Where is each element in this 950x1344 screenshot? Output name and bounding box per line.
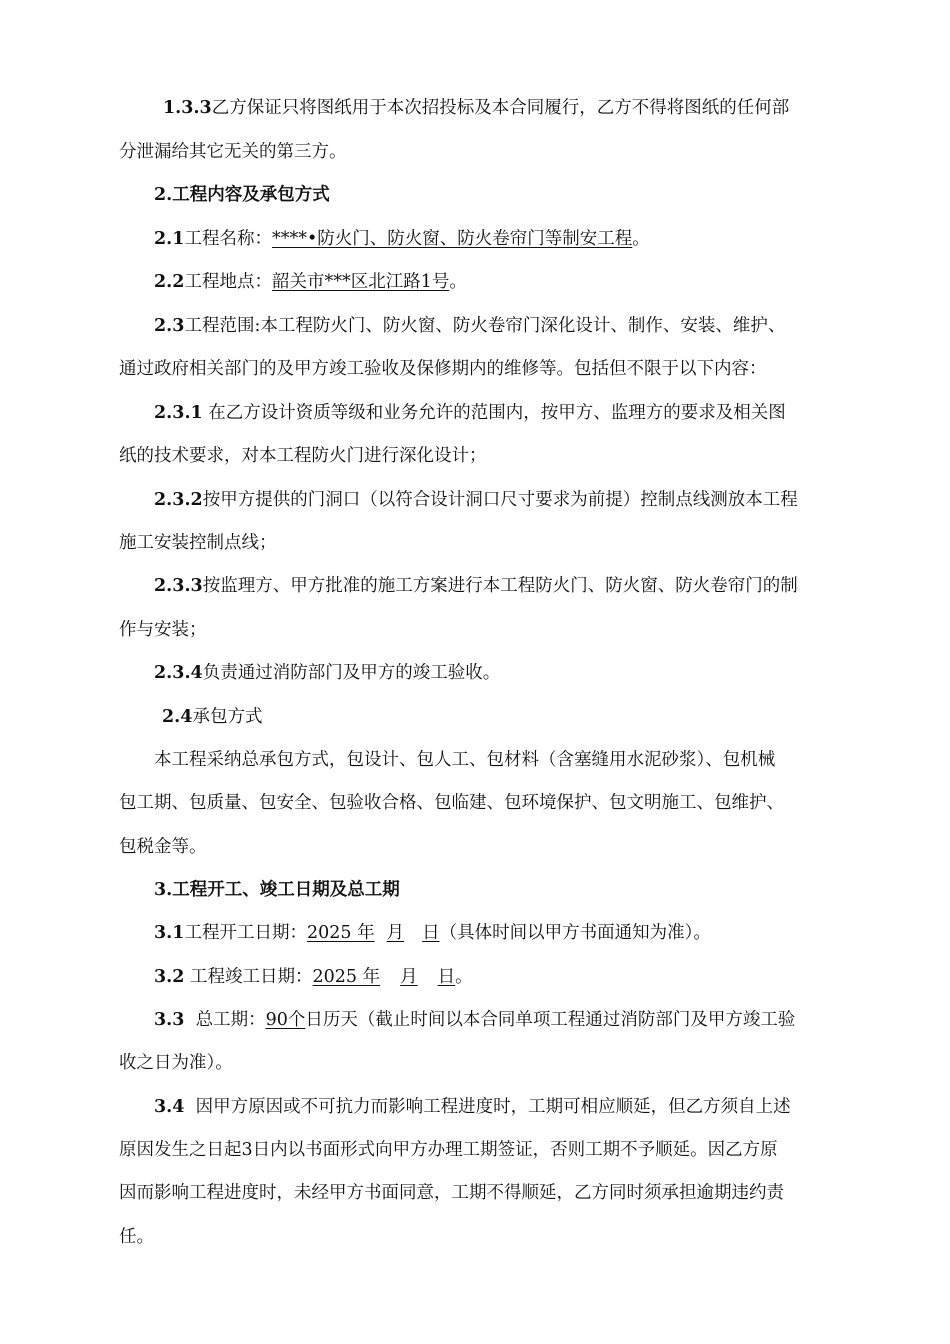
field-label: 工程地点： [184,272,272,292]
clause-3-3-line-1 [154,1010,795,1031]
clause-text: 按监理方、甲方批准的施工方案进行本工程防火门、防火窗、防火卷帘门的制 [202,576,798,596]
clause-number: 3.2 [154,967,185,987]
clause-3-4-line-4: 任。 [119,1227,154,1247]
clause-2-4 [162,707,262,728]
clause-text: 工程范围:本工程防火门、防火窗、防火卷帘门深化设计、制作、安装、维护、 [184,316,786,336]
clause-2-2 [154,272,467,293]
year-unit: 年 [357,923,375,943]
clause-number: 1.3.3 [163,98,212,118]
clause-2-3-1-line-2 [119,446,487,467]
clause-number: 2.1 [154,229,185,249]
clause-2-3-3-line-2 [119,620,207,641]
clause-2-1 [154,229,650,250]
clause-text: 按甲方提供的门洞口（以符合设计洞口尺寸要求为前提）控制点线测放本工程 [202,490,798,510]
clause-number: 2.3.2 [154,490,203,510]
project-location-value: 韶关市***区北江路1号 [271,272,450,292]
day-unit: 日 [437,967,456,987]
start-year: 2025 [306,923,352,943]
clause-text: 通过政府相关部门的及甲方竣工验收及保修期内的维修等。包括但不限于以下内容： [119,359,767,379]
clause-text: 乙方保证只将图纸用于本次招投标及本合同履行，乙方不得将图纸的任何部 [211,98,790,118]
clause-number: 2.3.4 [154,663,203,683]
start-date-value [307,923,440,943]
contract-mode-line-2: 包工期、包质量、包安全、包验收合格、包临建、包环境保护、包文明施工、包维护、 [119,793,784,813]
clause-number: 3.1 [154,923,185,943]
clause-3-4-line-2: 原因发生之日起3日内以书面形式向甲方办理工期签证，否则工期不予顺延。因乙方原 [119,1140,778,1160]
field-label: 总工期： [195,1010,266,1030]
clause-3-2 [154,967,473,988]
completion-year: 2025 [312,967,358,987]
clause-3-1 [154,923,711,944]
month-unit: 月 [400,967,418,987]
section-heading-2: 2.工程内容及承包方式 [154,185,330,205]
field-label: 工程开工日期： [184,923,307,943]
clause-2-3-2-line-1 [154,490,798,511]
clause-2-3-line-2 [119,359,767,380]
month-unit: 月 [386,923,405,943]
completion-date-value [313,967,456,987]
clause-number: 2.3.3 [154,576,203,596]
clause-3-3-line-2: 收之日为准）。 [119,1053,233,1073]
project-name-value: ****•防火门、防火窗、防火卷帘门等制安工程 [271,229,633,249]
year-unit: 年 [362,967,381,987]
clause-2-3-line-1 [154,316,785,337]
field-label: 工程名称： [184,229,272,249]
clause-number: 2.3 [154,316,185,336]
clause-number: 2.4 [162,707,193,727]
section-heading-3: 3.工程开工、竣工日期及总工期 [154,880,400,900]
clause-2-3-1-line-1 [154,403,786,424]
punctuation: 。 [455,967,473,987]
clause-number: 3.4 [154,1097,185,1117]
clause-text: 因甲方原因或不可抗力而影响工程进度时，工期可相应顺延，但乙方须自上述 [195,1097,791,1117]
clause-3-4-line-1 [154,1097,791,1118]
clause-1-3-3-line-2 [119,142,347,163]
contract-mode-line-1: 本工程采纳总承包方式，包设计、包人工、包材料（含塞缝用水泥砂浆）、包机械 [154,750,776,770]
clause-text: 日历天（截止时间以本合同单项工程通过消防部门及甲方竣工验 [305,1010,796,1030]
contract-mode-line-3: 包税金等。 [119,837,207,857]
clause-number: 3.3 [154,1010,185,1030]
clause-number: 2.2 [154,272,185,292]
clause-3-4-line-3: 因而影响工程进度时，未经甲方书面同意，工期不得顺延，乙方同时须承担逾期违约责 [119,1183,784,1203]
punctuation: 。 [632,229,650,249]
duration-value: 90个 [265,1010,306,1030]
field-label: 工程竣工日期： [190,967,313,987]
clause-1-3-3-line-1 [163,98,789,119]
clause-2-3-2-line-2 [119,533,277,554]
clause-text: 在乙方设计资质等级和业务允许的范围内，按甲方、监理方的要求及相关图 [208,403,786,423]
clause-2-3-3-line-1 [154,576,798,597]
clause-text: 负责通过消防部门及甲方的竣工验收。 [202,663,501,683]
punctuation: 。 [449,272,467,292]
clause-2-3-4 [154,663,500,684]
day-unit: 日 [422,923,440,943]
clause-text: 纸的技术要求，对本工程防火门进行深化设计； [119,446,487,466]
clause-text: （具体时间以甲方书面通知为准）。 [439,923,711,943]
clause-text: 施工安装控制点线； [119,533,277,553]
clause-text: 作与安装； [119,620,207,640]
clause-text: 承包方式 [192,707,263,727]
clause-number: 2.3.1 [154,403,203,423]
clause-text: 分泄漏给其它无关的第三方。 [119,142,347,162]
